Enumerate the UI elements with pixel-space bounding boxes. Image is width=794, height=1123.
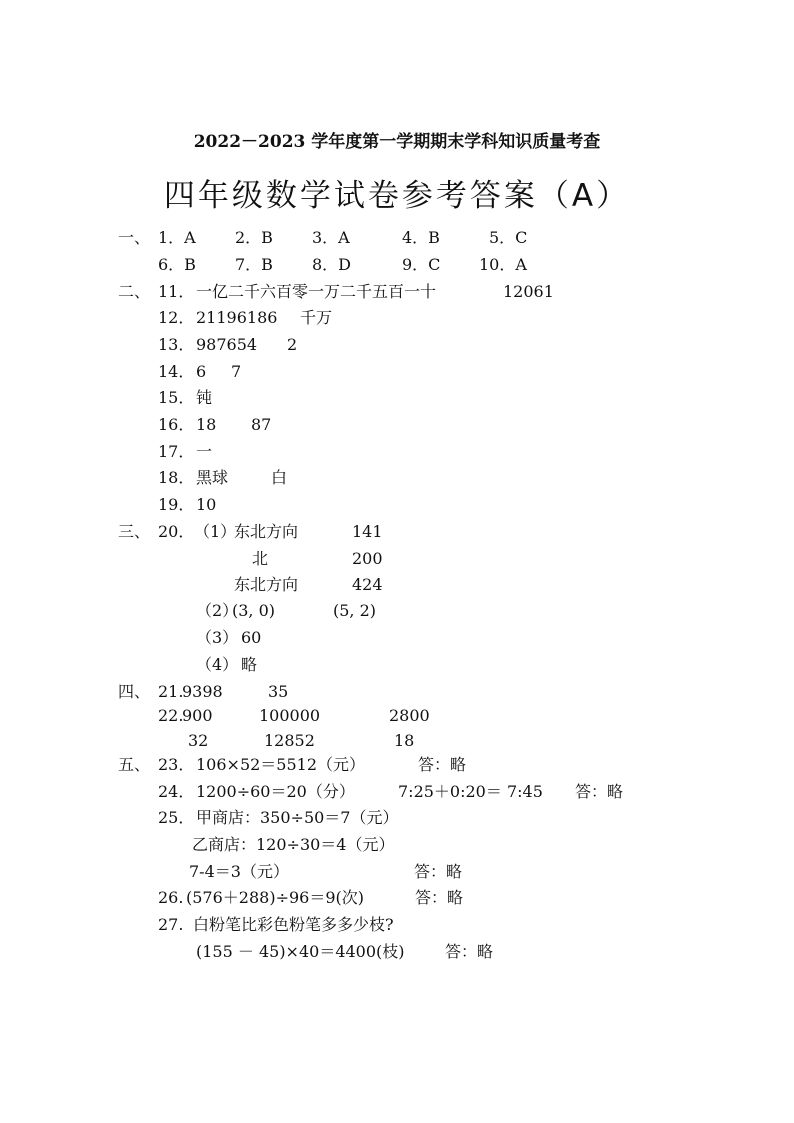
q22-r2-c1: 32 <box>188 731 209 750</box>
q20-part3-label: （3） <box>196 628 239 647</box>
q22-r1-c1: 900 <box>182 706 213 725</box>
q11-value: 12061 <box>503 282 554 301</box>
q13-number: 13． <box>158 335 195 354</box>
section-label-3: 三、 <box>118 522 151 541</box>
q25-line-2: 乙商店：120÷30＝4（元） <box>192 835 395 854</box>
q16-answer-a: 18 <box>196 415 217 434</box>
q16-number: 16． <box>158 415 195 434</box>
q12-answer-b: 千万 <box>300 308 333 327</box>
answer-q5: 5．C <box>489 228 528 247</box>
q14-number: 14． <box>158 362 195 381</box>
q20-part4-answer: 略 <box>241 655 258 674</box>
q22-r1-c3: 2800 <box>389 706 430 725</box>
q25-number: 25． <box>158 808 195 827</box>
q15-number: 15． <box>158 388 195 407</box>
page-title: 四年级数学试卷参考答案（A） <box>163 178 631 214</box>
q18-answer-b: 白 <box>271 468 288 487</box>
q20-number: 20． <box>158 522 195 541</box>
q22-number: 22. <box>158 706 184 725</box>
q20-p1-dir-2: 北 <box>252 549 269 568</box>
q20-part1-label: （1） <box>194 522 237 541</box>
answer-q7: 7．B <box>235 255 273 274</box>
q21-answer-b: 35 <box>268 682 289 701</box>
q14-answer-a: 6 <box>196 362 207 381</box>
q21-number: 21. <box>158 682 184 701</box>
answer-q8: 8．D <box>312 255 352 274</box>
q23-expression: 106×52＝5512（元） <box>196 755 366 774</box>
q13-answer-b: 2 <box>287 335 298 354</box>
q27-question: 白粉笔比彩色粉笔多多少枝? <box>193 915 394 934</box>
q12-answer-a: 21196186 <box>196 308 278 327</box>
section-label-2: 二、 <box>118 282 151 301</box>
q11-number: 11． <box>158 282 195 301</box>
q20-p1-val-2: 200 <box>352 549 383 568</box>
q13-answer-a: 987654 <box>196 335 258 354</box>
q24-number: 24． <box>158 782 195 801</box>
q20-part2-label: （2） <box>196 601 239 620</box>
q23-number: 23． <box>158 755 195 774</box>
q20-p1-val-1: 141 <box>352 522 383 541</box>
q25-line-1: 甲商店：350÷50＝7（元） <box>196 808 399 827</box>
q17-number: 17． <box>158 442 195 461</box>
q20-part4-label: （4） <box>196 655 239 674</box>
q20-part3-answer: 60 <box>241 628 262 647</box>
q22-r1-c2: 100000 <box>259 706 321 725</box>
q22-r2-c3: 18 <box>394 731 415 750</box>
answer-q9: 9．C <box>402 255 441 274</box>
q21-answer-a: 9398 <box>182 682 223 701</box>
q24-answer: 答：略 <box>575 782 624 801</box>
q20-p1-val-3: 424 <box>352 575 383 594</box>
q15-answer: 钝 <box>196 388 213 407</box>
q26-answer: 答：略 <box>415 888 464 907</box>
answer-q3: 3．A <box>312 228 350 247</box>
section-label-1: 一、 <box>118 228 151 247</box>
q27-number: 27. <box>158 915 184 934</box>
q27-answer: 答：略 <box>445 942 494 961</box>
answer-q2: 2．B <box>235 228 273 247</box>
exam-subtitle: 2022－2023 学年度第一学期期末学科知识质量考查 <box>193 132 601 152</box>
q11-text: 一亿二千六百零一万二千五百一十 <box>196 282 437 301</box>
answer-q6: 6．B <box>158 255 196 274</box>
q26-number: 26. <box>158 888 184 907</box>
q27-expression: (155 － 45)×40＝4400(枝) <box>196 942 405 961</box>
answer-q1: 1．A <box>158 228 196 247</box>
q24-expression-2: 7:25＋0:20＝ 7:45 <box>398 782 543 801</box>
q25-line-3: 7-4＝3（元） <box>189 862 289 881</box>
q20-part2-answer-b: (5, 2) <box>333 601 377 620</box>
q22-r2-c2: 12852 <box>264 731 315 750</box>
q19-answer: 10 <box>196 495 217 514</box>
q14-answer-b: 7 <box>231 362 242 381</box>
q12-number: 12． <box>158 308 195 327</box>
q25-answer: 答：略 <box>414 862 463 881</box>
q20-p1-dir-3: 东北方向 <box>234 575 299 594</box>
q16-answer-b: 87 <box>251 415 272 434</box>
q20-p1-dir-1: 东北方向 <box>234 522 299 541</box>
q20-part2-answer-a: (3, 0) <box>232 601 276 620</box>
answer-q4: 4．B <box>402 228 440 247</box>
q17-answer: 一 <box>196 442 213 461</box>
q19-number: 19． <box>158 495 195 514</box>
q18-answer-a: 黑球 <box>196 468 229 487</box>
section-label-5: 五、 <box>118 755 151 774</box>
q23-answer: 答：略 <box>418 755 467 774</box>
q26-expression: (576＋288)÷96＝9(次) <box>186 888 364 907</box>
q18-number: 18． <box>158 468 195 487</box>
answer-q10: 10．A <box>479 255 527 274</box>
section-label-4: 四、 <box>118 682 151 701</box>
q24-expression: 1200÷60＝20（分） <box>196 782 355 801</box>
